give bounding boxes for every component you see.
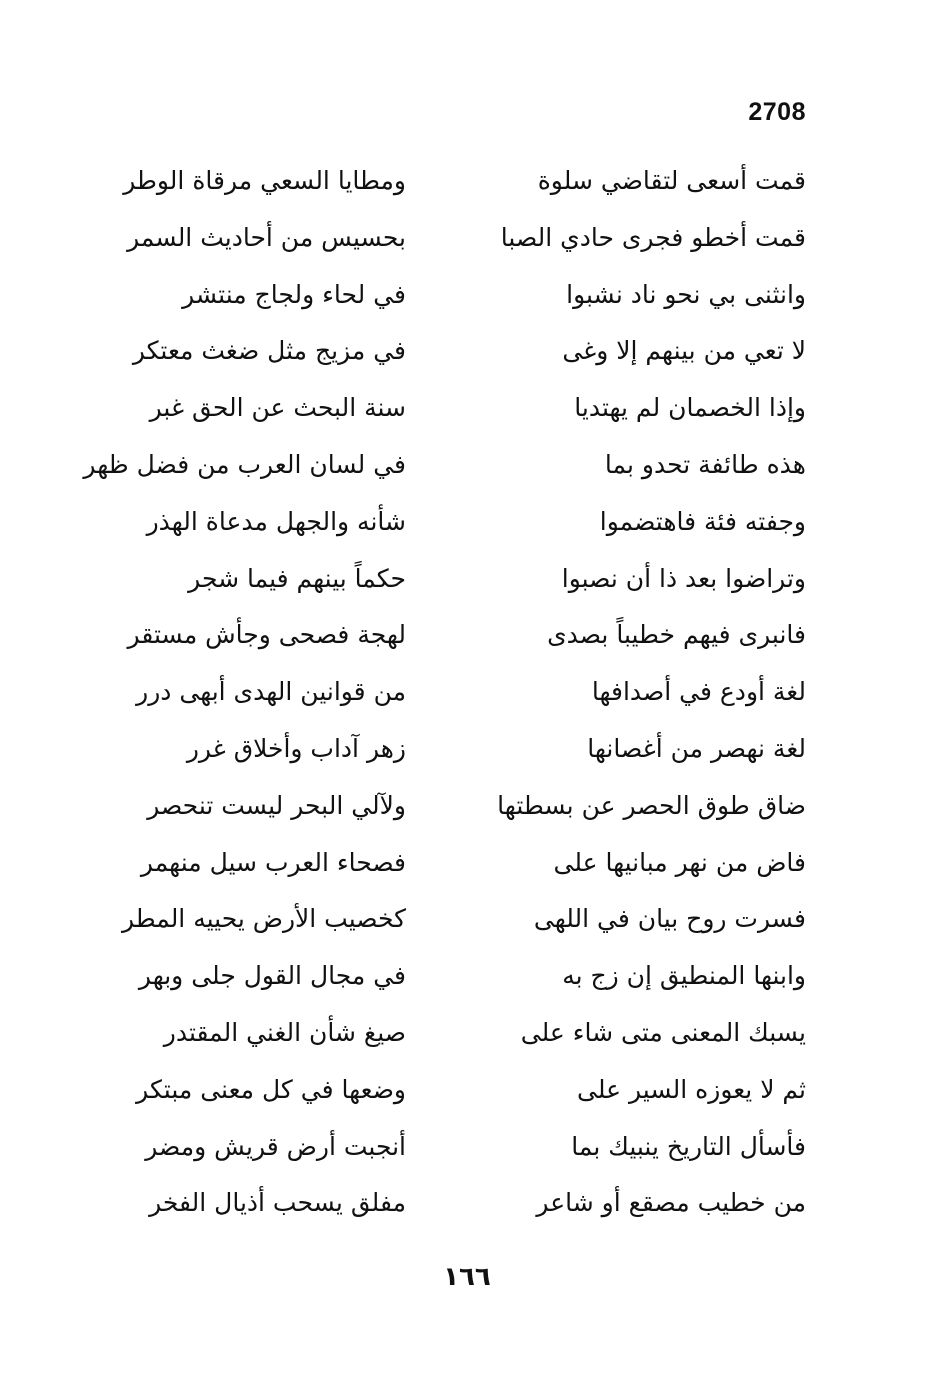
verse-second-hemistich: أنجبت أرض قريش ومضر — [145, 1131, 406, 1161]
verse-line — [100, 1062, 806, 1119]
verse-line — [100, 664, 806, 721]
verse-first-hemistich: ثم لا يعوزه السير على — [577, 1074, 806, 1104]
verse-first-hemistich: وابنها المنطيق إن زج به — [562, 961, 806, 991]
verse-line — [100, 267, 806, 324]
verse-line — [100, 494, 806, 551]
verse-first-hemistich: هذه طائفة تحدو بما — [604, 449, 806, 479]
verse-line — [100, 210, 806, 267]
verse-second-hemistich: في مجال القول جلى وبهر — [138, 961, 406, 991]
verse-first-hemistich: لا تعي من بينهم إلا وغى — [562, 336, 806, 366]
verse-line — [100, 551, 806, 608]
poem — [83, 153, 806, 1232]
verse-line — [100, 948, 806, 1005]
verse-second-hemistich: كخصيب الأرض يحييه المطر — [121, 904, 406, 934]
verse-line — [100, 323, 806, 380]
verse-first-hemistich: وانثنى بي نحو ناد نشبوا — [566, 279, 806, 309]
page-number-top: 2708 — [748, 98, 806, 126]
verse-line — [100, 891, 806, 948]
verse-second-hemistich: شأنه والجهل مدعاة الهذر — [146, 506, 406, 536]
verse-second-hemistich: بحسيس من أحاديث السمر — [127, 222, 406, 252]
verse-line — [100, 153, 806, 210]
verse-second-hemistich: في لحاء ولجاج منتشر — [182, 279, 406, 309]
verse-first-hemistich: فاض من نهر مبانيها على — [553, 847, 806, 877]
verse-line — [100, 380, 806, 437]
verse-line — [100, 721, 806, 778]
verse-second-hemistich: صيغ شأن الغني المقتدر — [163, 1017, 406, 1047]
verse-second-hemistich: لهجة فصحى وجأش مستقر — [127, 620, 406, 650]
verse-first-hemistich: من خطيب مصقع أو شاعر — [536, 1188, 806, 1218]
verse-second-hemistich: من قوانين الهدى أبهى درر — [136, 677, 406, 707]
verse-second-hemistich: حكماً بينهم فيما شجر — [188, 563, 406, 593]
verse-first-hemistich: قمت أخطو فجرى حادي الصبا — [500, 222, 806, 252]
verse-line — [100, 835, 806, 892]
verse-first-hemistich: فسرت روح بيان في اللهى — [533, 904, 806, 934]
verse-line — [100, 778, 806, 835]
verse-second-hemistich: في لسان العرب من فضل ظهر — [83, 449, 406, 479]
page-number-bottom: ١٦٦ — [443, 1262, 491, 1292]
verse-line — [100, 1119, 806, 1176]
verse-first-hemistich: وإذا الخصمان لم يهتديا — [574, 393, 806, 423]
verse-second-hemistich: فصحاء العرب سيل منهمر — [140, 847, 406, 877]
verse-first-hemistich: وجفته فئة فاهتضموا — [599, 506, 806, 536]
verse-first-hemistich: قمت أسعى لتقاضي سلوة — [537, 166, 806, 195]
verse-second-hemistich: في مزيج مثل ضغث معتكر — [132, 336, 406, 366]
verse-second-hemistich: وضعها في كل معنى مبتكر — [136, 1074, 406, 1104]
verse-second-hemistich: مفلق يسحب أذيال الفخر — [149, 1188, 406, 1218]
verse-second-hemistich: سنة البحث عن الحق غبر — [149, 393, 406, 423]
verse-second-hemistich: زهر آداب وأخلاق غرر — [186, 733, 406, 763]
verse-first-hemistich: فأسأل التاريخ ينبيك بما — [571, 1131, 806, 1161]
verse-first-hemistich: فانبرى فيهم خطيباً بصدى — [547, 620, 806, 650]
verse-first-hemistich: ضاق طوق الحصر عن بسطتها — [497, 790, 806, 820]
verse-first-hemistich: لغة أودع في أصدافها — [591, 677, 806, 707]
verse-first-hemistich: لغة نهصر من أغصانها — [587, 733, 806, 763]
verse-line — [100, 607, 806, 664]
verse-line — [100, 1005, 806, 1062]
verse-first-hemistich: يسبك المعنى متى شاء على — [520, 1017, 806, 1047]
verse-line — [83, 437, 806, 494]
verse-first-hemistich: وتراضوا بعد ذا أن نصبوا — [561, 563, 806, 593]
verse-line — [100, 1175, 806, 1232]
verse-second-hemistich: ولآلي البحر ليست تنحصر — [147, 790, 406, 820]
verse-second-hemistich: ومطايا السعي مرقاة الوطر — [123, 166, 406, 195]
